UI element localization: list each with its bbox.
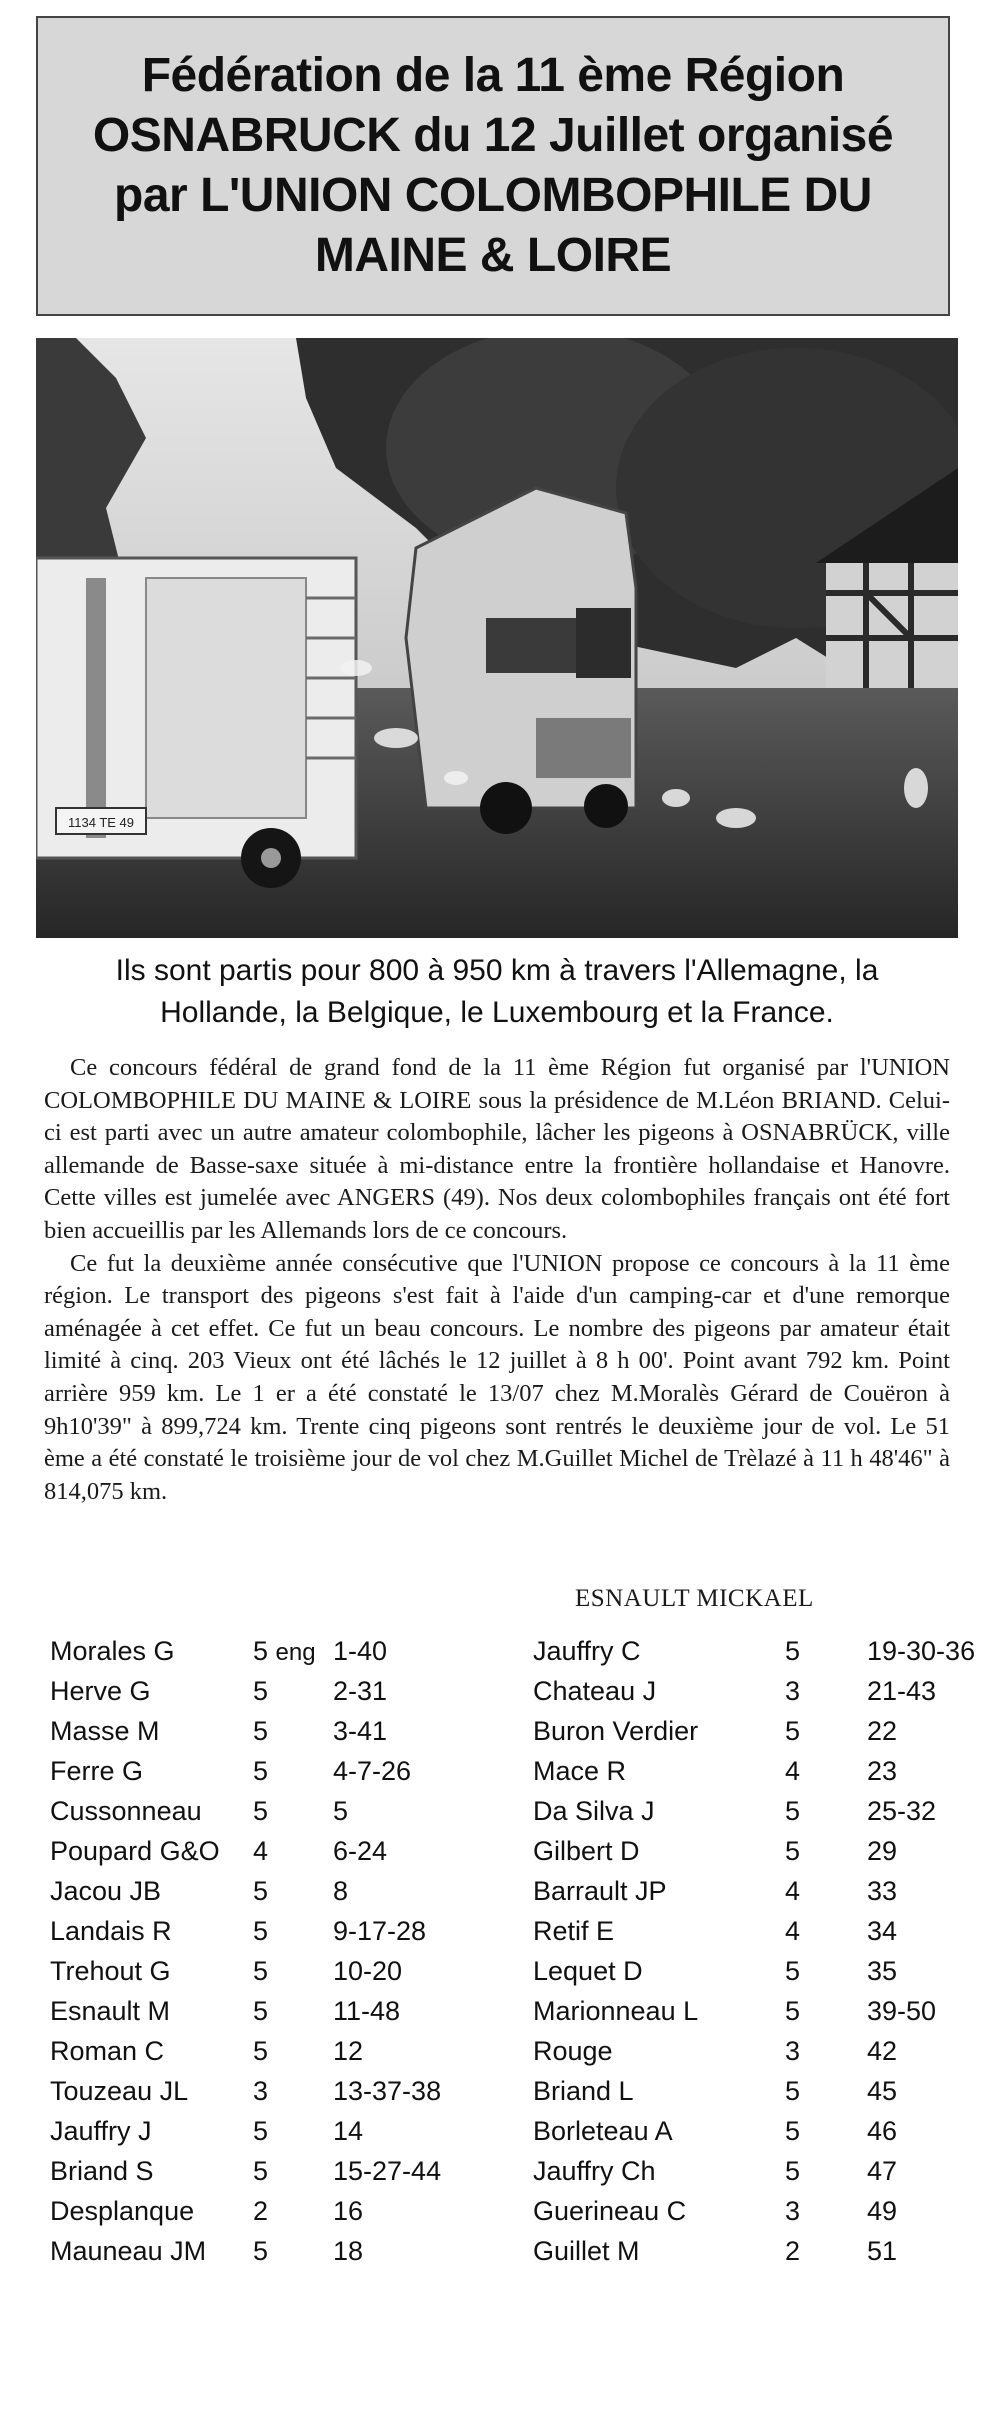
photo-trailer-panel-2 bbox=[146, 578, 306, 818]
result-count: 4 bbox=[785, 1756, 801, 1786]
result-row bbox=[50, 1632, 490, 1672]
result-count: 4 bbox=[253, 1836, 269, 1866]
result-count: 5 bbox=[785, 1836, 801, 1866]
result-places: 34 bbox=[867, 1916, 898, 1946]
result-count: 5 bbox=[785, 1796, 801, 1826]
result-count: 5 bbox=[785, 2116, 801, 2146]
result-places: 22 bbox=[867, 1716, 898, 1746]
result-name: Borleteau A bbox=[533, 2116, 673, 2146]
result-row bbox=[533, 1792, 963, 1832]
photo-trailer-plate-text: 1134 TE 49 bbox=[67, 815, 135, 830]
result-count: 5 bbox=[785, 1636, 801, 1666]
photo-camping-car-grille bbox=[536, 718, 631, 778]
result-extra: eng bbox=[275, 1639, 316, 1666]
result-row bbox=[50, 1872, 490, 1912]
result-count: 5 bbox=[253, 2236, 269, 2266]
photo-house-wall bbox=[826, 563, 958, 703]
article-paragraph-1: Ce concours fédéral de grand fond de la 11 ème Région fut organisé par l'UNION COLOMBOPHILE DU MAINE & LOIRE sous la présidence de M.Léon BRIAND. Celui-ci est parti avec un autre amateur colombophile, lâcher les pigeons à OSNABRÜCK, ville allemande de Basse-saxe située à mi-distance entre la frontière hollandaise et Hanovre. Cette villes est jumelée avec ANGERS (49). Nos deux colombophiles français ont été fort bien accueillis par les Allemands lors de ce concours. bbox=[44, 1054, 950, 1244]
result-row bbox=[533, 2232, 963, 2272]
result-places: 16 bbox=[333, 2196, 364, 2226]
photo-trailer-hub bbox=[261, 848, 281, 868]
results-left-column bbox=[50, 1632, 490, 2272]
result-name: Gilbert D bbox=[533, 1836, 640, 1866]
result-count: 5 bbox=[253, 1876, 269, 1906]
result-name: Buron Verdier bbox=[533, 1716, 699, 1746]
news-photo bbox=[36, 338, 958, 938]
result-name: Desplanque bbox=[50, 2196, 195, 2226]
result-count: 5 eng bbox=[253, 1636, 316, 1666]
result-count: 5 bbox=[253, 2156, 269, 2186]
result-places: 10-20 bbox=[333, 1956, 403, 1986]
result-row bbox=[50, 1912, 490, 1952]
result-row bbox=[50, 1792, 490, 1832]
result-name: Marionneau L bbox=[533, 1996, 699, 2026]
caption-line-1: Ils sont partis pour 800 à 950 km à travers l'Allemagne, la bbox=[115, 954, 879, 987]
result-name: Mauneau JM bbox=[50, 2236, 207, 2266]
result-count: 3 bbox=[785, 1676, 801, 1706]
result-row bbox=[50, 1712, 490, 1752]
result-count: 2 bbox=[785, 2236, 801, 2266]
result-places: 39-50 bbox=[867, 1996, 937, 2026]
result-row bbox=[533, 1712, 963, 1752]
result-row bbox=[533, 1672, 963, 1712]
result-places: 46 bbox=[867, 2116, 898, 2146]
result-places: 11-48 bbox=[333, 1996, 401, 2026]
result-count: 5 bbox=[253, 1916, 269, 1946]
result-name: Trehout G bbox=[50, 1956, 171, 1986]
result-places: 49 bbox=[867, 2196, 898, 2226]
result-name: Guerineau C bbox=[533, 2196, 687, 2226]
result-name: Briand S bbox=[50, 2156, 154, 2186]
results-right-column bbox=[533, 1632, 976, 2272]
result-places: 13-37-38 bbox=[333, 2076, 442, 2106]
result-places: 19-30-36 bbox=[867, 1636, 976, 1666]
result-name: Landais R bbox=[50, 1916, 172, 1946]
result-name: Ferre G bbox=[50, 1756, 144, 1786]
result-places: 2-31 bbox=[333, 1676, 388, 1706]
result-row bbox=[533, 2032, 963, 2072]
result-count: 5 bbox=[253, 2116, 269, 2146]
result-row bbox=[533, 1912, 963, 1952]
result-places: 25-32 bbox=[867, 1796, 937, 1826]
result-name: Poupard G&O bbox=[50, 1836, 220, 1866]
result-row bbox=[533, 1952, 963, 1992]
headline-line-3: par L'UNION COLOMBOPHILE DU bbox=[114, 169, 872, 222]
result-name: Rouge bbox=[533, 2036, 613, 2066]
result-name: Jauffry Ch bbox=[533, 2156, 656, 2186]
photo-camping-car-wheel bbox=[480, 782, 532, 834]
result-row bbox=[50, 2192, 490, 2232]
result-places: 33 bbox=[867, 1876, 898, 1906]
result-count: 5 bbox=[253, 1756, 269, 1786]
photo-camping-car-window bbox=[486, 618, 576, 673]
result-count: 3 bbox=[785, 2036, 801, 2066]
result-row bbox=[50, 1672, 490, 1712]
result-row bbox=[533, 1752, 963, 1792]
result-places: 8 bbox=[333, 1876, 349, 1906]
result-count: 5 bbox=[785, 2156, 801, 2186]
result-places: 21-43 bbox=[867, 1676, 937, 1706]
result-count: 5 bbox=[785, 2076, 801, 2106]
article-paragraph-2: Ce fut la deuxième année consécutive que l'UNION propose ce concours à la 11 ème région. Le transport des pigeons s'est fait à l'aide d'un camping-car et d'une remorque aménagée à cet effet. Ce fut un beau concours. Le nombre des pigeons par amateur était limité à cinq. 203 Vieux ont été lâchés le 12 juillet à 8 h 00'. Point avant 792 km. Point arrière 959 km. Le 1 er a été constaté le 13/07 chez M.Moralès Gérard de Couëron à 9h10'39" à 899,724 km. Trente cinq pigeons sont rentrés le deuxième jour de vol. Le 51 ème a été constaté le troisième jour de vol chez M.Guillet Michel de Trèlazé à 11 h 48'46" à 814,075 km. bbox=[44, 1249, 950, 1505]
result-name: Guillet M bbox=[533, 2236, 640, 2266]
photo-camping-car-wheel-2 bbox=[584, 784, 628, 828]
result-name: Mace R bbox=[533, 1756, 627, 1786]
result-name: Roman C bbox=[50, 2036, 165, 2066]
result-places: 15-27-44 bbox=[333, 2156, 442, 2186]
result-places: 6-24 bbox=[333, 1836, 388, 1866]
result-name: Cussonneau bbox=[50, 1796, 202, 1826]
result-count: 5 bbox=[785, 1996, 801, 2026]
result-name: Jauffry J bbox=[50, 2116, 152, 2146]
result-name: Masse M bbox=[50, 1716, 160, 1746]
result-count: 5 bbox=[253, 1796, 269, 1826]
result-row bbox=[533, 1872, 963, 1912]
result-places: 5 bbox=[333, 1796, 349, 1826]
result-row bbox=[50, 2112, 490, 2152]
result-places: 9-17-28 bbox=[333, 1916, 427, 1946]
photo-caption bbox=[36, 950, 958, 1034]
result-places: 1-40 bbox=[333, 1636, 388, 1666]
result-count: 4 bbox=[785, 1916, 801, 1946]
result-places: 3-41 bbox=[333, 1716, 388, 1746]
byline: ESNAULT MICKAEL bbox=[575, 1585, 814, 1612]
result-row bbox=[50, 1952, 490, 1992]
result-count: 5 bbox=[253, 1716, 269, 1746]
result-row bbox=[50, 1752, 490, 1792]
result-places: 14 bbox=[333, 2116, 364, 2146]
result-row bbox=[533, 2192, 963, 2232]
result-places: 42 bbox=[867, 2036, 898, 2066]
result-places: 29 bbox=[867, 1836, 898, 1866]
result-places: 35 bbox=[867, 1956, 898, 1986]
result-count: 5 bbox=[253, 1996, 269, 2026]
result-row bbox=[533, 1832, 963, 1872]
photo-trailer-panel bbox=[86, 578, 106, 838]
result-row bbox=[533, 2152, 963, 2192]
headline-line-2: OSNABRUCK du 12 Juillet organisé bbox=[92, 109, 894, 162]
result-count: 3 bbox=[785, 2196, 801, 2226]
result-count: 5 bbox=[785, 1956, 801, 1986]
headline-line-4: MAINE & LOIRE bbox=[314, 229, 672, 282]
result-places: 23 bbox=[867, 1756, 898, 1786]
article-body bbox=[44, 1052, 950, 1508]
result-name: Da Silva J bbox=[533, 1796, 655, 1826]
result-name: Jauffry C bbox=[533, 1636, 641, 1666]
result-count: 4 bbox=[785, 1876, 801, 1906]
result-count: 5 bbox=[253, 2036, 269, 2066]
result-name: Retif E bbox=[533, 1916, 615, 1946]
result-row bbox=[50, 1992, 490, 2032]
caption-line-2: Hollande, la Belgique, le Luxembourg et la France. bbox=[160, 996, 834, 1029]
headline-line-1: Fédération de la 11 ème Région bbox=[141, 49, 845, 102]
result-row bbox=[533, 1992, 963, 2032]
result-name: Chateau J bbox=[533, 1676, 657, 1706]
result-row bbox=[533, 1632, 976, 1672]
result-places: 47 bbox=[867, 2156, 898, 2186]
result-places: 51 bbox=[867, 2236, 898, 2266]
result-places: 12 bbox=[333, 2036, 364, 2066]
result-places: 4-7-26 bbox=[333, 1756, 412, 1786]
result-name: Esnault M bbox=[50, 1996, 171, 2026]
result-row bbox=[533, 2112, 963, 2152]
result-count: 5 bbox=[785, 1716, 801, 1746]
result-name: Briand L bbox=[533, 2076, 634, 2106]
result-name: Herve G bbox=[50, 1676, 151, 1706]
result-name: Barrault JP bbox=[533, 1876, 667, 1906]
result-row bbox=[50, 2032, 490, 2072]
result-name: Jacou JB bbox=[50, 1876, 162, 1906]
result-name: Lequet D bbox=[533, 1956, 643, 1986]
result-row bbox=[533, 2072, 963, 2112]
result-row bbox=[50, 1832, 490, 1872]
result-row bbox=[50, 2232, 490, 2272]
result-name: Morales G bbox=[50, 1636, 175, 1666]
result-count: 5 bbox=[253, 1676, 269, 1706]
headline-box bbox=[36, 16, 950, 316]
result-row bbox=[50, 2072, 490, 2112]
result-count: 2 bbox=[253, 2196, 269, 2226]
photo-camping-car-windshield bbox=[576, 608, 631, 678]
result-places: 45 bbox=[867, 2076, 898, 2106]
result-count: 3 bbox=[253, 2076, 269, 2106]
result-row bbox=[50, 2152, 490, 2192]
result-count: 5 bbox=[253, 1956, 269, 1986]
result-places: 18 bbox=[333, 2236, 364, 2266]
result-name: Touzeau JL bbox=[50, 2076, 189, 2106]
